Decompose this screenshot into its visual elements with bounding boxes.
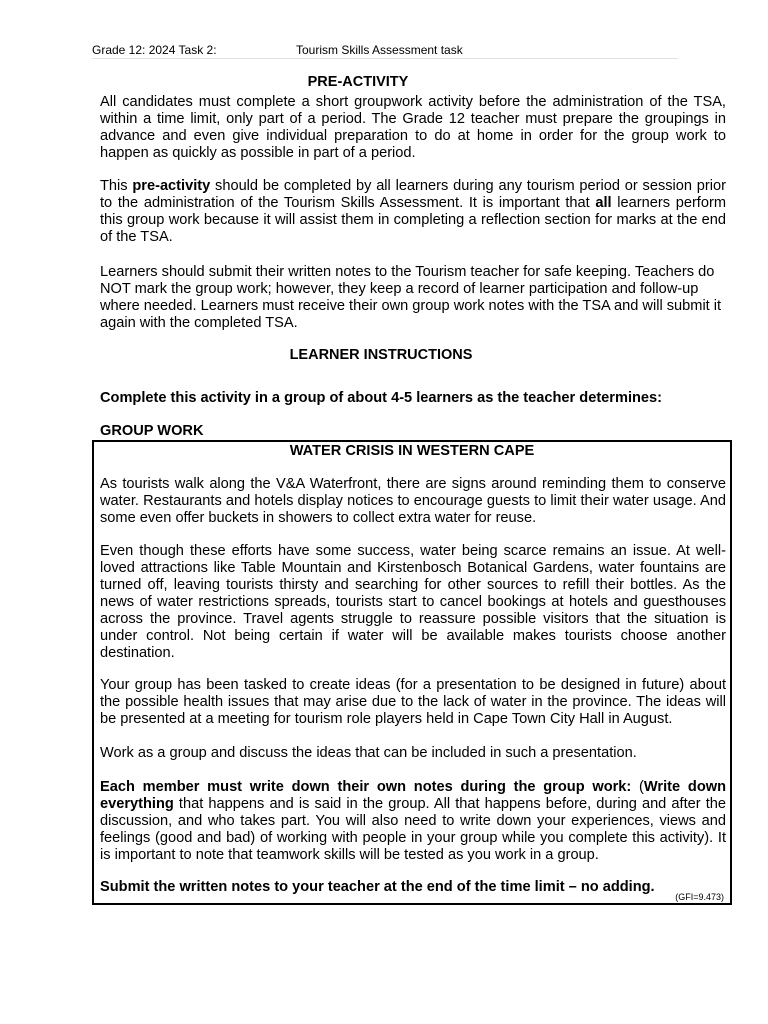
- learner-instructions-heading: LEARNER INSTRUCTIONS: [289, 347, 473, 363]
- write-down-emphasis: Write down everything: [100, 779, 726, 812]
- notes-instruction-emphasis: Each member must write down their own notes during the group work:: [100, 779, 632, 795]
- all-emphasis: all: [595, 195, 612, 211]
- header-task-title: Tourism Skills Assessment task: [296, 43, 463, 57]
- case-paragraph-5: [100, 779, 726, 864]
- case-paragraph-submit: Submit the written notes to your teacher at the end of the time limit – no adding.: [100, 879, 655, 895]
- case-study-title: WATER CRISIS IN WESTERN CAPE: [289, 443, 535, 459]
- pre-activity-paragraph-3: Learners should submit their written notes to the Tourism teacher for safe keeping. Teachers do NOT mark the group work; however, they keep a record of learner participation and follow-up where needed. Learners must receive their own group work notes with the TSA and will submit it again with the completed TSA.: [100, 264, 722, 331]
- case-paragraph-3: Your group has been tasked to create ideas (for a presentation to be designed in future) about the possible health issues that may arise due to the lack of water in the province. The ideas will be presented at a meeting for tourism role players held in Cape Town City Hall in August.: [100, 677, 726, 727]
- group-work-label: GROUP WORK: [100, 423, 204, 439]
- case-paragraph-2: Even though these efforts have some success, water being scarce remains an issue. At well-loved attractions like Table Mountain and Kirstenbosch Botanical Gardens, water fountains are turned off, leaving tourists thirsty and searching for other sources to refill their bottles. As the news of water restrictions spreads, tourists start to cancel bookings at hotels and guesthouses across the province. Travel agents struggle to reassure possible visitors that the situation is under control. Not being certain if water will be available makes tourists choose another destination.: [100, 543, 726, 661]
- text-run: learners perform this group work because it will assist them in completing a reflection section for marks at the end of the TSA.: [100, 195, 726, 245]
- text-run: that happens and is said in the group. All that happens before, during and after the discussion, and who takes part. You will also need to write down your experiences, views and feelings (good and bad) of working with people in your group while you complete this activity). It is important to note that teamwork skills will be tested as you work in a group.: [100, 796, 726, 863]
- pre-activity-emphasis: pre-activity: [132, 178, 211, 194]
- group-instruction: Complete this activity in a group of about 4-5 learners as the teacher determines:: [100, 390, 663, 406]
- text-run: (: [631, 779, 644, 795]
- page-header: [92, 42, 678, 59]
- case-paragraph-4: Work as a group and discuss the ideas that can be included in such a presentation.: [100, 745, 637, 761]
- pre-activity-paragraph-1: All candidates must complete a short groupwork activity before the administration of the TSA, within a time limit, only part of a period. The Grade 12 teacher must prepare the groupings in advance and even give individual preparation to do at home in order for the group work to happen as quickly as possible in part of a period.: [100, 94, 726, 161]
- case-paragraph-1: As tourists walk along the V&A Waterfront, there are signs around reminding them to conserve water. Restaurants and hotels display notices to encourage guests to limit their water usage. And some even offer buckets in showers to collect extra water for reuse.: [100, 476, 726, 526]
- pre-activity-heading: PRE-ACTIVITY: [307, 74, 409, 90]
- header-grade-task: Grade 12: 2024 Task 2:: [92, 43, 217, 57]
- text-run: should be completed by all learners during any tourism period or session prior to the administration of the Tourism Skills Assessment. It is important that: [100, 178, 727, 211]
- gfi-score: (GFI=9.473): [675, 892, 724, 902]
- text-run: This: [100, 178, 133, 194]
- pre-activity-paragraph-2: [100, 178, 726, 246]
- case-study-box: [92, 440, 732, 905]
